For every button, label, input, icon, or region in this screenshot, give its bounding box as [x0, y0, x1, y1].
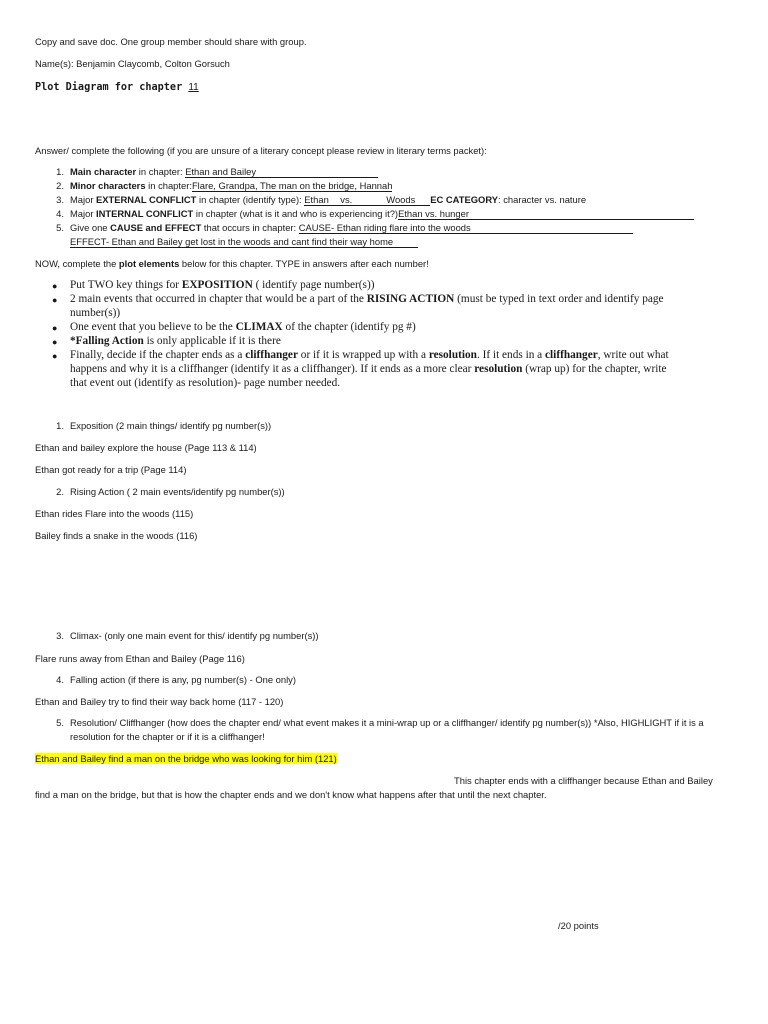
bullet-falling-action [70, 334, 281, 348]
bullet-icon: ● [52, 337, 58, 347]
exposition-answer-2: Ethan got ready for a trip (Page 114) [35, 464, 187, 475]
bullet-text: happens and why it is a cliffhanger (identify it as a cliffhanger). If it ends as a more clear [70, 363, 475, 375]
bullet-text: (must be typed in text order and identify page [454, 293, 664, 305]
bullet-term: cliffhanger [245, 349, 298, 361]
bullet-text: Put TWO key things for [70, 279, 182, 291]
section-heading: Falling action (if there is any, pg number(s) - One only) [70, 674, 296, 685]
section-number: 3. [56, 630, 64, 641]
cause-answer: CAUSE- Ethan riding flare into the woods [299, 222, 633, 234]
question-text: in chapter: [136, 166, 186, 177]
question-minor-characters [46, 180, 392, 192]
instruction-text: below for this chapter. TYPE in answers after each number! [179, 258, 429, 269]
question-term: Main character [70, 166, 137, 177]
bullet-text: is only applicable if it is there [143, 335, 281, 347]
instructions-text: Copy and save doc. One group member should share with group. [35, 36, 307, 47]
rising-action-answer-1: Ethan rides Flare into the woods (115) [35, 508, 194, 519]
internal-conflict-answer: Ethan vs. hunger [398, 208, 694, 220]
highlighted-answer: Ethan and Bailey find a man on the bridge who was looking for him (121) [35, 753, 337, 764]
question-internal-conflict [46, 208, 694, 220]
bullet-text: , write out what [597, 349, 669, 361]
question-main-character [46, 166, 378, 178]
question-number: 2. [56, 180, 64, 191]
resolution-heading-cont: resolution for the chapter or if it is a cliffhanger! [70, 731, 265, 742]
plot-elements-instruction [35, 258, 429, 270]
question-term: CAUSE and EFFECT [110, 222, 202, 233]
title-label: Plot Diagram for chapter [35, 82, 189, 93]
question-text: in chapter (what is it and who is experiencing it?) [193, 208, 399, 219]
bullet-exposition [70, 278, 374, 292]
question-number: 1. [56, 166, 64, 177]
answer-intro: Answer/ complete the following (if you are unsure of a literary concept please review in literary terms packet): [35, 145, 487, 156]
question-number: 3. [56, 194, 64, 205]
section-heading: Rising Action ( 2 main events/identify pg number(s)) [70, 486, 285, 497]
question-text: Major [70, 208, 97, 219]
page-title [35, 79, 199, 94]
bullet-term: resolution [474, 363, 523, 375]
minor-characters-answer: Flare, Grandpa, The man on the bridge, Hannah [191, 180, 393, 191]
bullet-term: cliffhanger [545, 349, 598, 361]
exposition-answer-1: Ethan and bailey explore the house (Page 113 & 114) [35, 442, 257, 453]
section-number: 5. [56, 717, 64, 728]
versus-text: vs. [340, 194, 386, 206]
climax-heading [46, 630, 319, 642]
bullet-text: or if it is wrapped up with a [297, 349, 429, 361]
question-number: 5. [56, 222, 64, 233]
ec-category-value: : character vs. nature [498, 194, 587, 205]
ec-category-label: EC CATEGORY [430, 194, 498, 205]
bullet-text: of the chapter (identify pg #) [282, 321, 416, 333]
climax-answer: Flare runs away from Ethan and Bailey (Page 116) [35, 653, 245, 664]
bullet-climax [70, 320, 416, 334]
section-heading: Climax- (only one main event for this/ identify pg number(s)) [70, 630, 319, 641]
resolution-heading [46, 717, 704, 729]
names-value: Benjamin Claycomb, Colton Gorsuch [76, 58, 230, 69]
section-number: 4. [56, 674, 64, 685]
section-number: 1. [56, 420, 64, 431]
rising-action-answer-2: Bailey finds a snake in the woods (116) [35, 530, 198, 541]
names-label: Name(s): [35, 58, 77, 69]
bullet-resolution-line2 [70, 362, 667, 376]
bullet-text: . If it ends in a [476, 349, 546, 361]
external-conflict-answer-2: Woods [386, 194, 430, 206]
bullet-icon: ● [52, 351, 58, 361]
rising-action-heading [46, 486, 285, 498]
cliffhanger-highlight [35, 753, 337, 765]
question-term: Minor characters [70, 180, 146, 191]
question-number: 4. [56, 208, 64, 219]
chapter-number: 11 [188, 82, 199, 93]
section-number: 2. [56, 486, 64, 497]
main-character-answer: Ethan and Bailey [185, 166, 378, 178]
effect-line [70, 236, 418, 248]
external-conflict-answer-1: Ethan [304, 194, 340, 206]
question-text: in chapter (identify type): [196, 194, 305, 205]
question-external-conflict [46, 194, 586, 206]
question-term: EXTERNAL CONFLICT [96, 194, 197, 205]
question-text: Give one [70, 222, 111, 233]
bullet-term: resolution [428, 349, 477, 361]
effect-answer: EFFECT- Ethan and Bailey get lost in the woods and cant find their way home [70, 236, 418, 248]
question-text: Major [70, 194, 97, 205]
question-term: INTERNAL CONFLICT [96, 208, 194, 219]
instruction-term: plot elements [118, 258, 180, 269]
cliffhanger-explanation-2: find a man on the bridge, but that is how the chapter ends and we don't know what happens after that until the next chapter. [35, 789, 547, 800]
exposition-heading [46, 420, 271, 432]
bullet-text: ( identify page number(s)) [252, 279, 375, 291]
bullet-term: *Falling Action [70, 335, 144, 347]
bullet-term: CLIMAX [235, 321, 283, 333]
question-text: in chapter: [145, 180, 192, 191]
section-heading: Exposition (2 main things/ identify pg number(s)) [70, 420, 272, 431]
instruction-text: NOW, complete the [35, 258, 119, 269]
names-line [35, 58, 230, 70]
bullet-text: One event that you believe to be the [70, 321, 236, 333]
bullet-resolution [70, 348, 669, 362]
section-heading: Resolution/ Cliffhanger (how does the chapter end/ what event makes it a mini-wrap up or a cliffhanger/ identify pg number(s)) *Also, HIGHLIGHT if it is a [70, 717, 704, 728]
question-text: that occurs in chapter: [201, 222, 299, 233]
falling-action-heading [46, 674, 296, 686]
cliffhanger-explanation-1: This chapter ends with a cliffhanger because Ethan and Bailey [454, 775, 713, 786]
points-total: /20 points [558, 920, 599, 931]
bullet-text: 2 main events that occurred in chapter that would be a part of the [70, 293, 367, 305]
bullet-resolution-line3: that event out (identify as resolution)- page number needed. [70, 377, 341, 389]
bullet-rising-action [70, 292, 664, 306]
bullet-icon: ● [52, 281, 58, 291]
bullet-term: EXPOSITION [181, 279, 253, 291]
falling-action-answer: Ethan and Bailey try to find their way back home (117 - 120) [35, 696, 284, 707]
question-cause-effect [46, 222, 633, 234]
bullet-rising-action-cont: number(s)) [70, 307, 121, 319]
bullet-text: Finally, decide if the chapter ends as a [70, 349, 246, 361]
bullet-term: RISING ACTION [366, 293, 455, 305]
bullet-icon: ● [52, 295, 58, 305]
bullet-text: (wrap up) for the chapter, write [522, 363, 667, 375]
bullet-icon: ● [52, 323, 58, 333]
